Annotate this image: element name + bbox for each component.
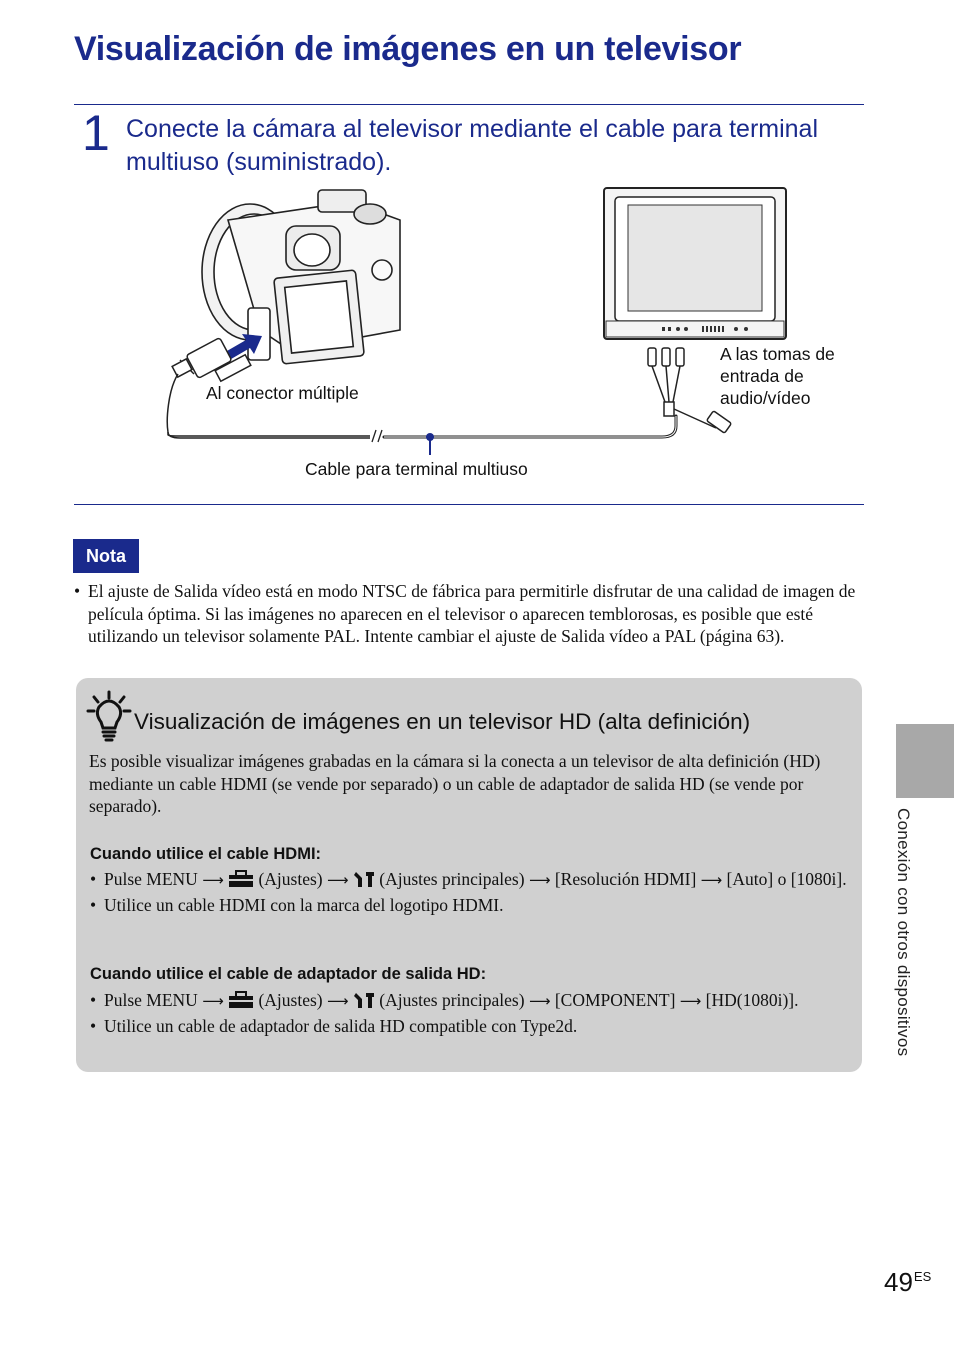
tools-icon [353,870,375,888]
hdmi-subheading: Cuando utilice el cable HDMI: [90,845,322,863]
list-item: • Pulse MENU ⟶ (Ajustes) ⟶ (Ajustes principales) ⟶ [Resolución HDMI] ⟶ [Auto] o [1080i]. [90,869,847,889]
arrow-icon: ⟶ [700,871,723,889]
toolbox-icon [228,870,254,888]
hd-adapter-subheading: Cuando utilice el cable de adaptador de salida HD: [90,965,487,983]
connection-illustration [150,180,870,505]
page-title: Visualización de imágenes en un televisor [74,30,742,68]
cable-label: Cable para terminal multiuso [305,459,528,479]
tip-heading: Visualización de imágenes en un televisor HD (alta definición) [134,709,751,734]
step-number: 1 [82,105,110,161]
tip-intro: Es posible visualizar imágenes grabadas en la cámara si la conecta a un televisor de alta definición (HD) mediante un cable HDMI (se vende por separado) o un cable de adaptador de salida HD (se vende por separado). [89,751,821,816]
arrow-icon: ⟶ [679,992,702,1010]
list-item: • Utilice un cable HDMI con la marca del logotipo HDMI. [90,894,504,915]
list-item: • Utilice un cable de adaptador de salida HD compatible con Type2d. [90,1015,578,1036]
hd-tip-box [76,678,862,1072]
av-inputs-label: A las tomas de entrada de audio/vídeo [720,344,835,408]
television-illustration [604,188,786,339]
list-item: • Pulse MENU ⟶ (Ajustes) ⟶ (Ajustes principales) ⟶ [COMPONENT] ⟶ [HD(1080i)]. [90,990,799,1010]
bottom-divider [74,504,864,505]
arrow-icon: ⟶ [327,992,349,1010]
arrow-icon: ⟶ [327,871,349,889]
camera-tv-diagram [150,180,870,500]
rca-plugs [648,348,731,433]
tools-icon [353,991,375,1009]
top-divider [74,104,864,105]
arrow-icon: ⟶ [528,871,551,889]
note-badge: Nota [73,539,139,573]
arrow-icon: ⟶ [202,871,224,889]
toolbox-icon [228,991,254,1009]
arrow-icon: ⟶ [202,992,224,1010]
note-item: • El ajuste de Salida vídeo está en modo NTSC de fábrica para permitirle disfrutar de una calidad de imagen de película óptima. Si las imágenes no aparecen en el televisor o aparecen temblorosas, es posible que esté utilizando un televisor solamente PAL. Intente cambiar el ajuste de Salida vídeo a PAL (página 63). [74,581,856,646]
hd-adapter-steps [90,989,850,1039]
camera-illustration [202,190,400,364]
hdmi-steps [90,868,850,918]
connector-label: Al conector múltiple [206,383,359,403]
step-instruction: Conecte la cámara al televisor mediante el cable para terminal multiuso (suministrado). [126,115,819,176]
page-number: $49^{ES}$ [884,1267,932,1297]
arrow-icon: ⟶ [528,992,551,1010]
section-tab-label: Conexión con otros dispositivos [894,808,913,1057]
note-list [74,580,864,648]
lightbulb-icon [86,690,132,744]
section-tab[interactable] [896,724,954,798]
